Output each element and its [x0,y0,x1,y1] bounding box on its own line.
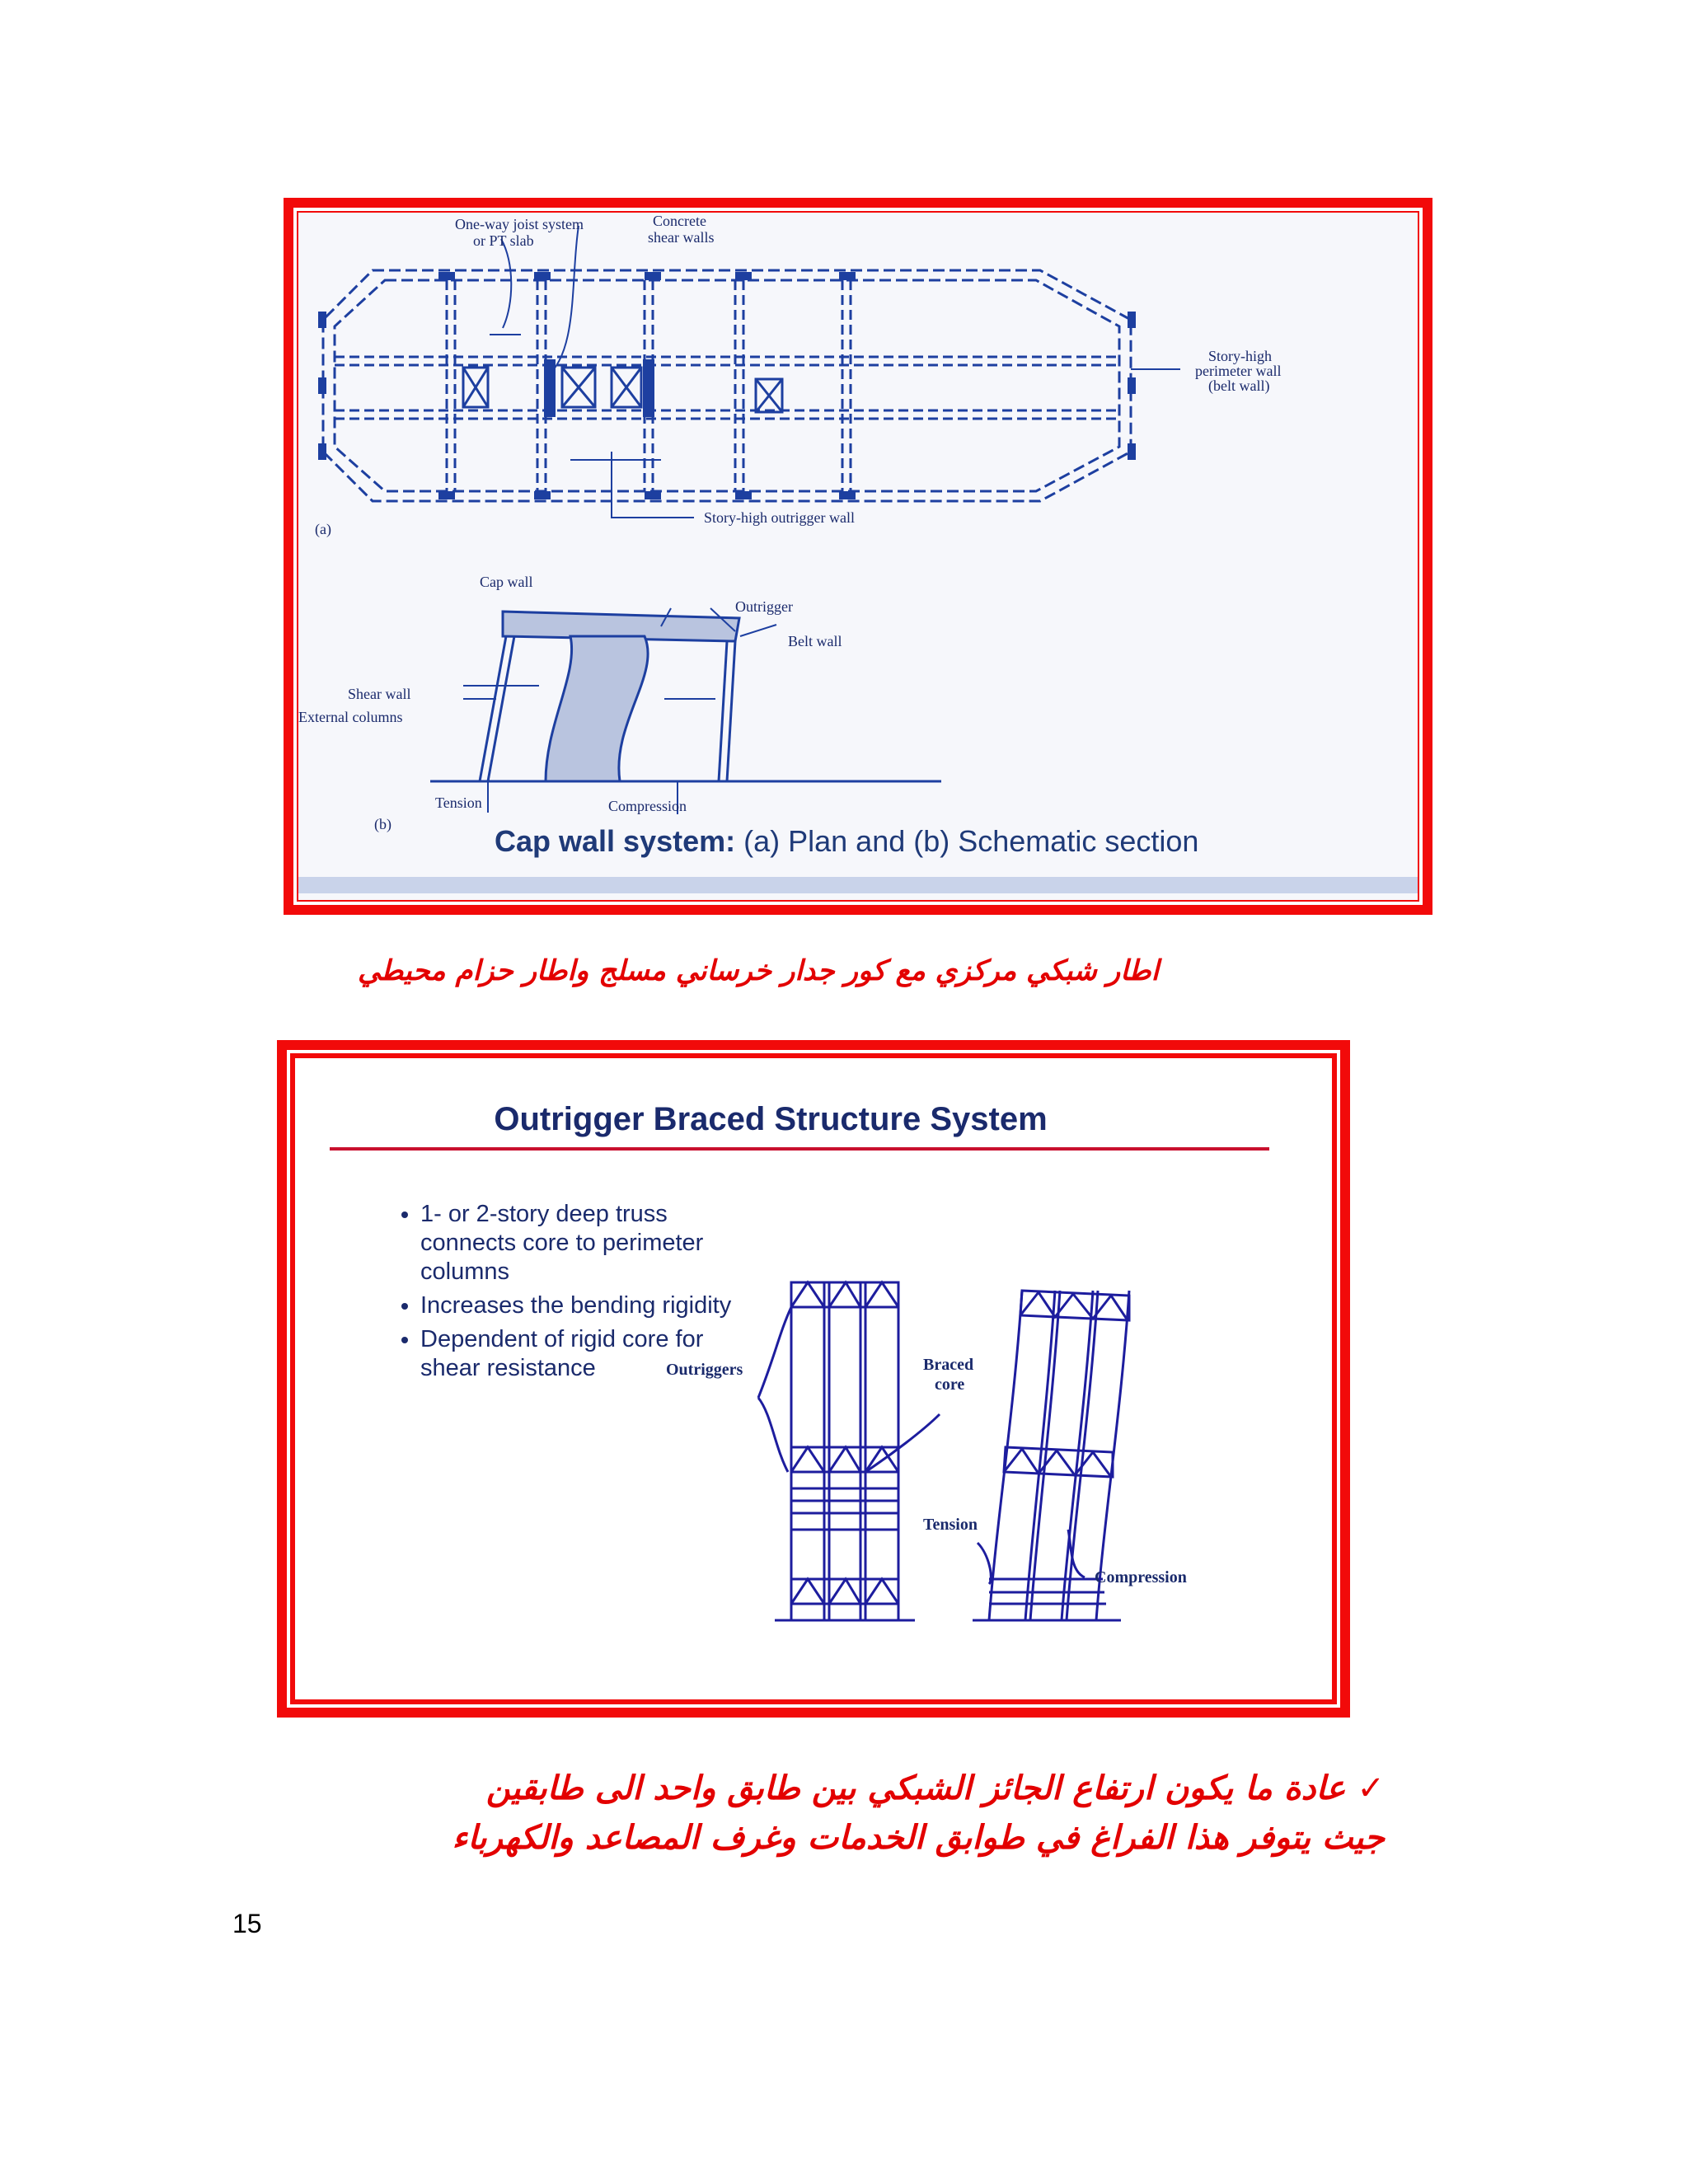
slide-bullet-3: • Dependent of rigid core for shear resistance [420,1325,734,1383]
label-compression: Compression [1095,1568,1187,1586]
label-belt-wall: Belt wall [788,633,842,649]
slide-bullet-1: • 1- or 2-story deep truss connects core to perimeter columns [420,1200,734,1286]
label-outrigger-wall: Story-high outrigger wall [704,509,855,526]
label-cap-wall: Cap wall [480,574,533,590]
cap-caption-bold: Cap wall system: [495,824,736,858]
label-outrigger: Outrigger [735,598,793,615]
cap-wall-figure [298,213,1418,900]
label-external-columns: External columns [298,709,403,725]
label-joist-1: One-way joist system [455,216,584,232]
label-shear-1: Concrete [653,213,706,229]
label-tension-b: Tension [435,794,482,811]
label-perimeter-2: perimeter wall [1195,363,1282,379]
arabic-caption-1: اطار شبكي مركزي مع كور جدار خرساني مسلج واطار حزام محيطي [357,954,1160,987]
arabic-note [272,1764,1385,1863]
arabic-note-line-1: ✓ عادة ما يكون ارتفاع الجائز الشبكي بين طابق واحد الى طابقين [485,1769,1385,1807]
arabic-note-line-2: جيث يتوفر هذا الفراغ في طوابق الخدمات وغرف المصاعد والكهرباء [452,1819,1385,1857]
label-braced-core-1: Braced [923,1356,974,1374]
label-tag-a: (a) [315,521,331,537]
label-tag-b: (b) [374,816,392,832]
label-joist-2: or PT slab [473,232,534,249]
cap-caption-rest: (a) Plan and (b) Schematic section [735,824,1199,858]
slide-title: Outrigger Braced Structure System [494,1101,1048,1137]
page-number: 15 [232,1909,262,1938]
outrigger-slide [313,1085,1320,1683]
label-perimeter-3: (belt wall) [1208,377,1270,394]
label-shear-wall: Shear wall [348,686,411,702]
label-braced-core-2: core [935,1376,965,1394]
label-shear-2: shear walls [648,229,715,246]
label-compression-b: Compression [608,798,687,814]
cap-wall-caption [495,824,1198,859]
label-outriggers: Outriggers [666,1361,743,1379]
label-perimeter-1: Story-high [1208,348,1273,364]
label-tension: Tension [923,1516,978,1534]
slide-bullet-2: • Increases the bending rigidity [420,1291,734,1320]
outrigger-diagram [313,1085,1320,1683]
